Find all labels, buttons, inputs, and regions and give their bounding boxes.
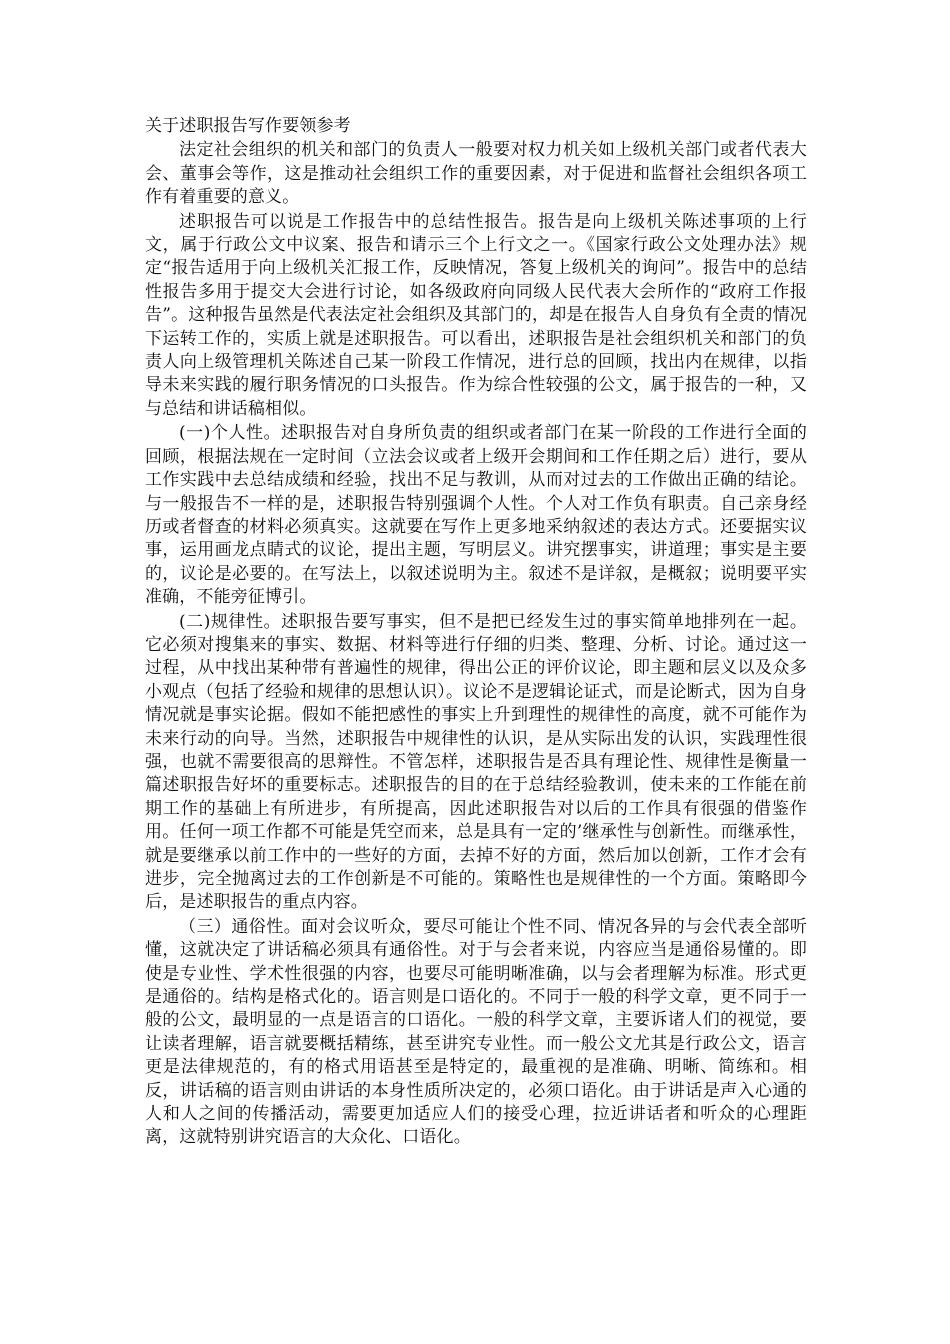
paragraph-personal: (一)个人性。述职报告对自身所负责的组织或者部门在某一阶段的工作进行全面的回顾，根据法规在一定时间（立法会议或者上级开会期间和工作任期之后）进行，要从工作实践中去总结成绩和经验，找出不足与教训，从而对过去的工作做出正确的结论。与一般报告不一样的是，述职报告特别强调个人性。个人对工作负有职责。自己亲身经历或者督查的材料必须真实。这就要在写作上更多地采纳叙述的表达方式。还要据实议事，运用画龙点睛式的议论，提出主题，写明层义。讲究摆事实，讲道理；事实是主要的，议论是必要的。在写法上，以叙述说明为主。叙述不是详叙，是概叙；说明要平实准确，不能旁征博引。 [145,423,807,608]
paragraph-intro: 法定社会组织的机关和部门的负责人一般要对权力机关如上级机关部门或者代表大会、董事会等作，这是推动社会组织工作的重要因素，对于促进和监督社会组织各项工作有着重要的意义。 [145,140,807,208]
document-page [145,115,807,1151]
document-title: 关于述职报告写作要领参考 [145,116,351,136]
paragraph-definition: 述职报告可以说是工作报告中的总结性报告。报告是向上级机关陈述事项的上行文，属于行政公文中议案、报告和请示三个上行文之一。《国家行政公文处理办法》规定“报告适用于向上级机关汇报工作，反映情况，答复上级机关的询问”。报告中的总结性报告多用于提交大会进行讨论，如各级政府向同级人民代表大会所作的“政府工作报告”。这种报告虽然是代表法定社会组织及其部门的，却是在报告人自身负有全责的情况下运转工作的，实质上就是述职报告。可以看出，述职报告是社会组织机关和部门的负责人向上级管理机关陈述自己某一阶段工作情况，进行总的回顾，找出内在规律，以指导未来实践的履行职务情况的口头报告。作为综合性较强的公文，属于报告的一种，又与总结和讲话稿相似。 [145,211,807,419]
paragraph-regularity: (二)规律性。述职报告要写事实，但不是把已经发生过的事实简单地排列在一起。它必须对搜集来的事实、数据、材料等进行仔细的归类、整理、分析、讨论。通过这一过程，从中找出某种带有普遍性的规律，得出公正的评价议论，即主题和层义以及众多小观点（包括了经验和规律的思想认识）。议论不是逻辑论证式，而是论断式，因为自身情况就是事实论据。假如不能把感性的事实上升到理性的规律性的高度，就不可能作为未来行动的向导。当然，述职报告中规律性的认识，是从实际出发的认识，实践理性很强，也就不需要很高的思辩性。不管怎样，述职报告是否具有理论性、规律性是衡量一篇述职报告好坏的重要标志。述职报告的目的在于总结经验教训，使未来的工作能在前期工作的基础上有所进步，有所提高，因此述职报告对以后的工作具有很强的借鉴作用。任何一项工作都不可能是凭空而来，总是具有一定的’继承性与创新性。而继承性，就是要继承以前工作中的一些好的方面，去掉不好的方面，然后加以创新，工作才会有进步，完全抛离过去的工作创新是不可能的。策略性也是规律性的一个方面。策略即今后，是述职报告的重点内容。 [145,611,807,913]
paragraph-popular: （三）通俗性。面对会议听众，要尽可能让个性不同、情况各异的与会代表全部听懂，这就决定了讲话稿必须具有通俗性。对于与会者来说，内容应当是通俗易懂的。即使是专业性、学术性很强的内容，也要尽可能明晰准确，以与会者理解为标准。形式更是通俗的。结构是格式化的。语言则是口语化的。不同于一般的科学文章，更不同于一般的公文，最明显的一点是语言的口语化。一般的科学文章，主要诉诸人们的视觉，要让读者理解，语言就要概括精练，甚至讲究专业性。而一般公文尤其是行政公文，语言更是法律规范的，有的格式用语甚至是特定的，最重视的是准确、明晰、简练和。相反，讲话稿的语言则由讲话的本身性质所决定的，必须口语化。由于讲话是声入心通的人和人之间的传播活动，需要更加适应人们的接受心理，拉近讲话者和听众的心理距离，这就特别讲究语言的大众化、口语化。 [145,916,807,1148]
